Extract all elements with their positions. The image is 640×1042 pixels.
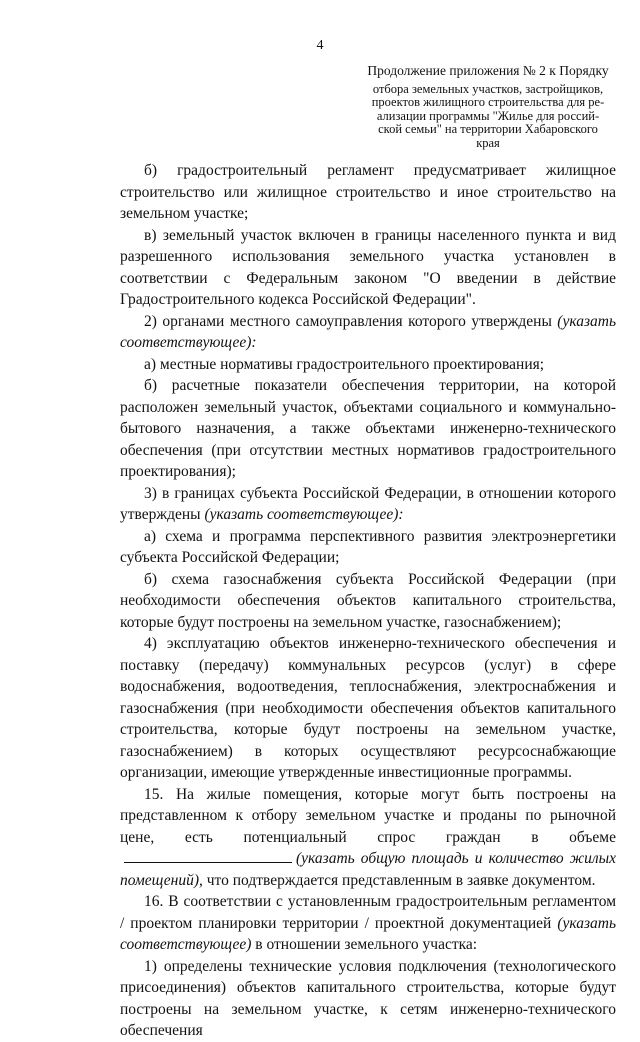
header-title: Продолжение приложения № 2 к Порядку: [367, 63, 609, 78]
header-line: отбора земельных участков, застройщиков,: [372, 81, 604, 96]
paragraph: [120, 311, 616, 354]
paragraph: [120, 483, 616, 526]
instruction-note: (указать общую площадь и количество жилых помещений): [120, 850, 616, 889]
paragraph: [120, 891, 616, 956]
instruction-note: (указать соответствующее): [120, 914, 617, 953]
paragraph: а) схема и программа перспективного развития электроэнергетики субъекта Российской Федерации;: [120, 527, 616, 566]
paragraph-text: 15. На жилые помещения, которые могут быть построены на представленном к отбору земельном участке и проданы по рыночной цене, есть потенциальный спрос граждан в объеме: [120, 785, 616, 846]
paragraph: б) схема газоснабжения субъекта Российской Федерации (при необходимости обеспечения объектов капитального строительства, которые будут построены на земельном участке, газоснабжением);: [120, 570, 616, 631]
paragraph-text: в отношении земельного участка:: [251, 936, 478, 953]
document-header: [362, 64, 614, 150]
document-body: [120, 160, 616, 1042]
paragraph: б) расчетные показатели обеспечения территории, на которой расположен земельный участок, объектами социального и коммунально-бытового назначения, а также объектами инженерно-технического обеспечения (при отсутствии местных нормативов градостроительного проектирования);: [120, 377, 616, 480]
paragraph: 1) определены технические условия подключения (технологического присоединения) объектов капитального строительства, которые будут построены на земельном участке, к сетям инженерно-технического обеспечения: [120, 957, 616, 1039]
paragraph: в) земельный участок включен в границы населенного пункта и вид разрешенного использования земельного участка установлен в соответствии с Федеральным законом "О введении в действие Градостроительного кодекса Российской Федерации".: [120, 226, 616, 308]
header-line: края: [476, 135, 500, 150]
instruction-note: (указать соответствующее):: [120, 312, 616, 351]
header-line: проектов жилищного строительства для ре-: [371, 95, 605, 109]
instruction-note: (указать соответствующее):: [204, 506, 404, 523]
header-line: ской семьи" на территории Хабаровского: [378, 122, 598, 136]
paragraph: а) местные нормативы градостроительного проектирования;: [144, 355, 545, 373]
header-line: ализации программы "Жилье для россий-: [376, 108, 600, 123]
paragraph-text: 2) органами местного самоуправления которого утверждены: [144, 312, 552, 330]
paragraph: 4) эксплуатацию объектов инженерно-технического обеспечения и поставку (передачу) коммунальных ресурсов (услуг) в сфере водоснабжения, водоотведения, теплоснабжения, электроснабжения и газоснабжения (при необходимости обеспечения объектов капитального строительства, которые будут построены на земельном участке, газоснабжением) в которых осуществляют ресурсоснабжающие организации, имеющие утвержденные инвестиционные программы.: [120, 635, 616, 781]
paragraph: [120, 784, 616, 892]
paragraph-text: , что подтверждается представленным в заявке документом.: [199, 871, 596, 889]
paragraph: б) градостроительный регламент предусматривает жилищное строительство или жилищное строительство и иное строительство на земельном участке;: [120, 162, 616, 222]
paragraph-text: 3) в границах субъекта Российской Федерации, в отношении которого утверждены: [120, 484, 616, 523]
page-number: 4: [316, 38, 324, 53]
paragraph-text: 16. В соответствии с установленным градостроительным регламентом / проектом планировки территории / проектной документацией: [120, 893, 616, 932]
fill-in-blank[interactable]: [124, 848, 292, 863]
